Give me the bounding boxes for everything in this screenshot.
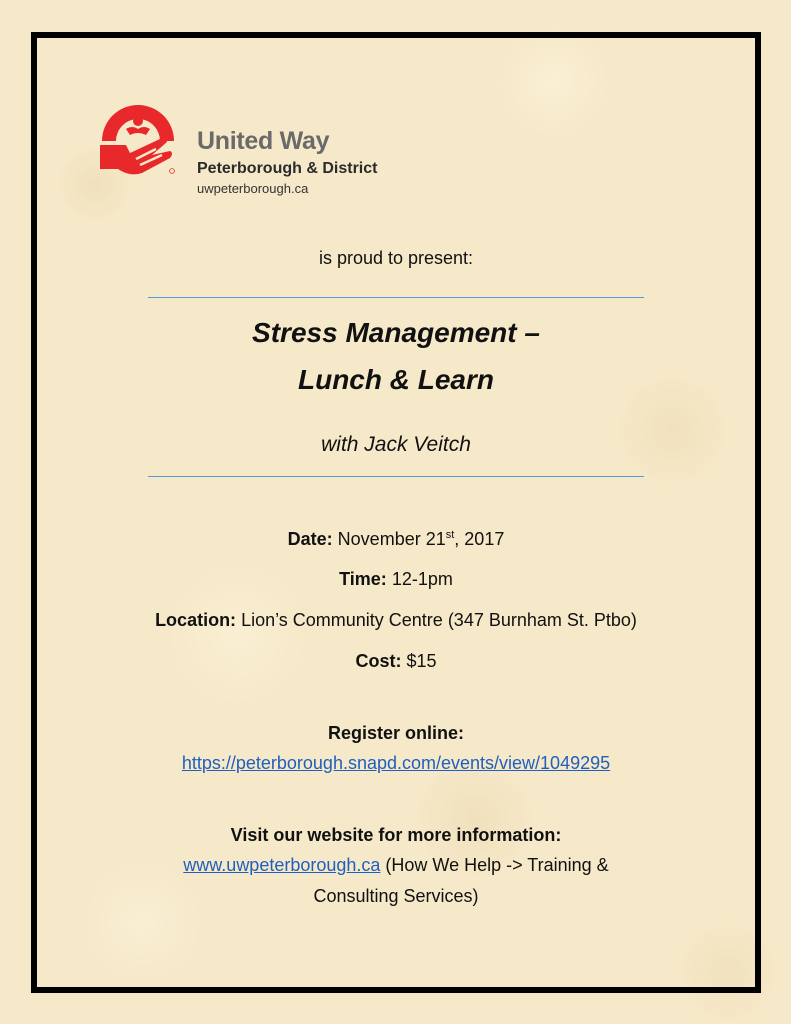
united-way-hand-logo-icon	[96, 95, 180, 177]
time-line	[37, 569, 755, 590]
visit-line-2: Consulting Services)	[313, 886, 479, 906]
visit-line-1-rest: (How We Help -> Training &	[380, 855, 609, 875]
date-line	[37, 529, 755, 550]
visit-line-1	[37, 855, 755, 876]
cost-label: Cost:	[355, 651, 402, 671]
event-title-line1: Stress Management –	[252, 317, 540, 348]
brand-url: uwpeterborough.ca	[197, 181, 309, 196]
brand-region: Peterborough & District	[197, 160, 378, 177]
location-label: Location:	[155, 610, 237, 630]
visit-heading: Visit our website for more information:	[230, 825, 562, 845]
register-link[interactable]: https://peterborough.snapd.com/events/view/1049295	[181, 753, 611, 773]
cost-line	[37, 651, 755, 672]
cost-value: $15	[401, 651, 437, 671]
divider-bottom	[148, 476, 644, 477]
location-line	[37, 610, 755, 631]
brand-name: United Way	[197, 127, 330, 155]
time-value: 12-1pm	[386, 569, 453, 589]
time-label: Time:	[339, 569, 387, 589]
register-heading: Register online:	[327, 723, 465, 743]
register-link-line	[37, 753, 755, 774]
event-title-line2: Lunch & Learn	[297, 364, 494, 395]
date-label: Date:	[287, 529, 333, 549]
intro-text: is proud to present:	[318, 248, 474, 268]
divider-top	[148, 297, 644, 298]
date-suffix: st	[445, 529, 455, 541]
website-link[interactable]: www.uwpeterborough.ca	[183, 855, 381, 875]
location-value: Lion’s Community Centre (347 Burnham St. Ptbo)	[236, 610, 637, 630]
date-value: November 21	[332, 529, 446, 549]
date-year: , 2017	[454, 529, 505, 549]
presenter: with Jack Veitch	[321, 433, 471, 456]
